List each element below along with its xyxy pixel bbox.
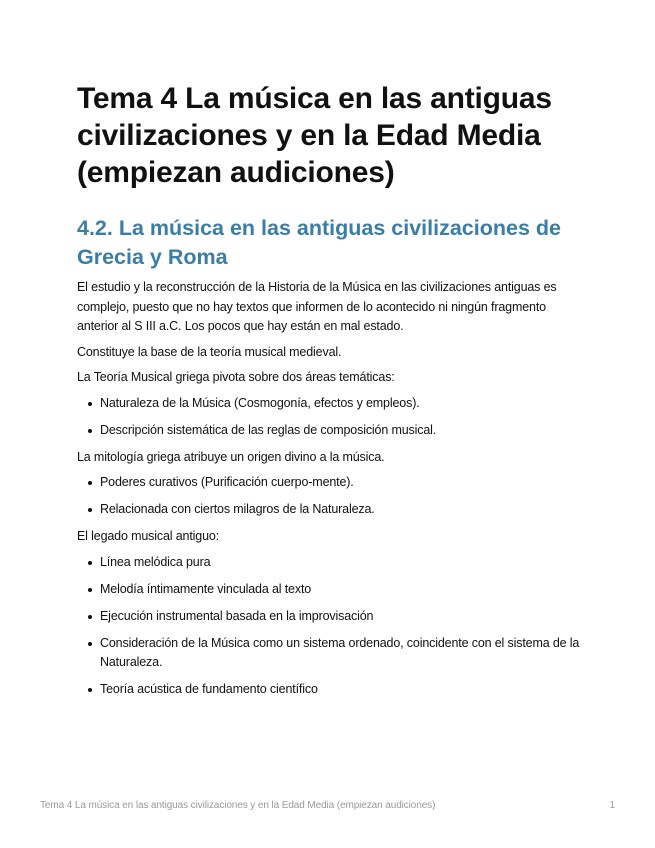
list-item-text: Línea melódica pura	[100, 554, 211, 569]
list-item	[77, 634, 587, 673]
page-number: 1	[609, 800, 615, 811]
bullet-icon	[88, 561, 92, 565]
bullet-list-mitologia	[77, 473, 587, 520]
bullet-list-areas-tematicas	[77, 394, 587, 441]
list-item-text: Relacionada con ciertos milagros de la Naturaleza.	[100, 502, 375, 516]
list-item-text: Naturaleza de la Música (Cosmogonía, efectos y empleos).	[100, 395, 420, 410]
paragraph-mitologia: La mitología griega atribuye un origen divino a la música.	[77, 449, 385, 464]
list-item	[77, 394, 587, 414]
paragraph-legado: El legado musical antiguo:	[77, 529, 220, 543]
list-item-text: Consideración de la Música como un sistema ordenado, coincidente con el sistema de la Naturaleza.	[100, 635, 580, 669]
list-item-text: Ejecución instrumental basada en la improvisación	[100, 608, 374, 623]
bullet-icon	[88, 429, 92, 433]
list-item	[77, 473, 587, 493]
list-item	[77, 500, 587, 520]
bullet-icon	[88, 481, 92, 485]
list-item-text: Poderes curativos (Purificación cuerpo-mente).	[100, 475, 354, 489]
bullet-list-legado	[77, 553, 587, 700]
list-item	[77, 607, 587, 627]
bullet-icon	[88, 688, 92, 692]
document-title: Tema 4 La música en las antiguas civilizaciones y en la Edad Media (empiezan audiciones)	[77, 82, 552, 189]
bullet-icon	[88, 402, 92, 406]
footer-title: Tema 4 La música en las antiguas civilizaciones y en la Edad Media (empiezan audiciones)	[40, 800, 436, 811]
page-footer	[40, 800, 615, 811]
bullet-icon	[88, 508, 92, 512]
paragraph-intro: El estudio y la reconstrucción de la Historia de la Música en las civilizaciones antiguas es complejo, puesto que no hay textos que informen de lo acontecido ni ningún fragmento anterior al S III a.C. Los pocos que hay están en mal estado.	[77, 280, 557, 333]
bullet-icon	[88, 642, 92, 646]
list-item	[77, 680, 587, 700]
paragraph-base-teoria: Constituye la base de la teoría musical medieval.	[77, 344, 342, 359]
page-content	[77, 80, 587, 707]
list-item-text: Teoría acústica de fundamento científico	[100, 682, 318, 696]
bullet-icon	[88, 588, 92, 592]
bullet-icon	[88, 615, 92, 619]
list-item-text: Melodía íntimamente vinculada al texto	[100, 581, 312, 596]
list-item	[77, 553, 587, 573]
paragraph-teoria-griega: La Teoría Musical griega pivota sobre dos áreas temáticas:	[77, 370, 395, 384]
list-item	[77, 421, 587, 441]
list-item-text: Descripción sistemática de las reglas de composición musical.	[100, 422, 437, 437]
section-heading: 4.2. La música en las antiguas civilizaciones de Grecia y Roma	[77, 216, 561, 269]
list-item	[77, 580, 587, 600]
